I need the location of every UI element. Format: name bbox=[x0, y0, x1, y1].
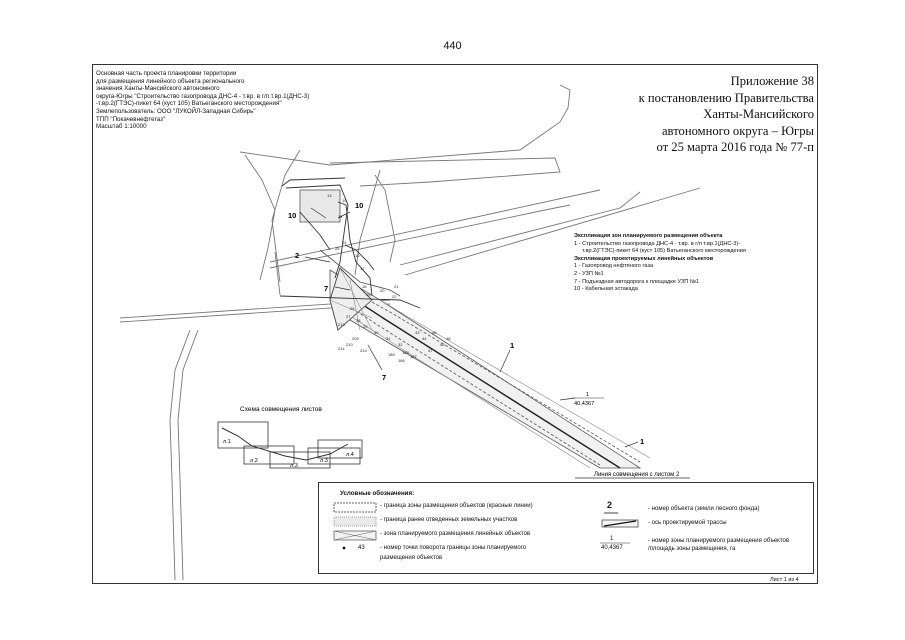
project-header bbox=[96, 70, 386, 131]
point-187: 187 bbox=[410, 354, 417, 359]
sheet-label-1: л.1 bbox=[223, 439, 231, 445]
legend-zone-area-example: 40,4367 bbox=[601, 545, 623, 551]
header-line: значения Ханты-Мансийского автономного bbox=[96, 85, 220, 93]
point-209: 209 bbox=[352, 336, 359, 341]
appendix-line: Приложение 38 bbox=[730, 74, 814, 88]
objects-item: 1 - Газопровод нефтяного газа bbox=[574, 263, 654, 270]
legend-object-number-text: - номер объекта (земли лесного фонда) bbox=[648, 506, 760, 512]
point-186: 186 bbox=[398, 358, 405, 363]
point-210: 210 bbox=[346, 342, 353, 347]
header-line: округа-Югры "Строительство газопровода ДНС-4 - т.вр. в г/п т.вр.1(ДНС-3) bbox=[96, 92, 310, 100]
zone-fraction-number: 1 bbox=[586, 392, 590, 398]
legend-item-prior-plots: - граница ранее отведенных земельных участков bbox=[380, 517, 518, 523]
sheet-label-4: л.4 bbox=[346, 452, 354, 458]
point-214: 214 bbox=[360, 348, 367, 353]
point-25: 25 bbox=[335, 246, 340, 251]
point-17: 17 bbox=[360, 266, 365, 271]
legend-point-example: 43 bbox=[358, 545, 365, 551]
sheet-label: Лист 1 из 4 bbox=[770, 577, 799, 583]
header-line: Масштаб 1:10000 bbox=[96, 123, 147, 131]
legend-item-planned-zone: - зона планируемого размещения линейных объектов bbox=[380, 531, 531, 537]
explication-block bbox=[574, 233, 810, 294]
point-21: 21 bbox=[394, 284, 399, 289]
map-label-2: 2 bbox=[295, 251, 300, 260]
point-16: 16 bbox=[355, 253, 360, 258]
appendix-block bbox=[560, 73, 814, 156]
header-line: Землепользователь: ООО "ЛУКОЙЛ-Западная Сибирь" bbox=[96, 107, 256, 115]
point-18: 18 bbox=[362, 284, 367, 289]
point-47: 47 bbox=[428, 348, 433, 353]
point-32: 32 bbox=[398, 342, 403, 347]
point-43: 43 bbox=[415, 330, 420, 335]
point-13: 13 bbox=[327, 193, 332, 198]
zone-fraction-area: 40,4367 bbox=[574, 401, 595, 407]
header-line: -т.вр.2(ГТЭС)-пикет 64 (куст 105) Ватьеганского месторождения" bbox=[96, 100, 282, 108]
point-46: 46 bbox=[440, 342, 445, 347]
point-24: 24 bbox=[342, 240, 347, 245]
point-31: 31 bbox=[386, 336, 391, 341]
sheet-scheme bbox=[218, 422, 362, 468]
point-27: 27 bbox=[346, 314, 351, 319]
appendix-line: автономного округа – Югры bbox=[661, 123, 814, 138]
point-48: 48 bbox=[446, 336, 451, 341]
legend-zone-text-2: /площадь зоны размещения, га bbox=[648, 546, 736, 552]
legend-zone-number-example: 1 bbox=[610, 536, 614, 542]
objects-item: 2 - УЗП №1 bbox=[574, 270, 604, 277]
legend-item-turning-point-cont: размещения объектов bbox=[380, 555, 443, 561]
legend-object-number-example: 2 bbox=[607, 500, 613, 510]
map-label-1-mid: 1 bbox=[510, 341, 515, 350]
map-label-7-bottom: 7 bbox=[382, 373, 387, 382]
appendix-line: к постановлению Правительства bbox=[638, 90, 814, 105]
point-44: 44 bbox=[422, 336, 427, 341]
sheet-label-2: л.2 bbox=[250, 458, 258, 464]
header-line: для размещения линейного объекта регионального bbox=[96, 77, 245, 85]
zones-title: Экспликация зон планируемого размещения объекта bbox=[574, 233, 723, 239]
objects-item: 10 - Кабельная эстакада bbox=[574, 286, 638, 293]
point-211: 211 bbox=[338, 346, 345, 351]
legend-item-turning-point: - номер точки поворота границы зоны планируемого bbox=[380, 545, 527, 551]
point-26: 26 bbox=[350, 306, 355, 311]
sheet-label-3b: л.3 bbox=[320, 458, 328, 464]
legend-axis-text: - ось проектируемой трассы bbox=[648, 520, 727, 526]
point-22: 22 bbox=[392, 294, 397, 299]
map-label-7-left: 7 bbox=[324, 284, 329, 293]
point-30: 30 bbox=[374, 330, 379, 335]
header-line: ТПП "Покачевнефтегаз" bbox=[96, 115, 166, 123]
map-label-10-right: 10 bbox=[355, 201, 364, 210]
sheet-label-3a: л.3 bbox=[290, 463, 298, 469]
point-29: 29 bbox=[363, 324, 368, 329]
objects-title: Экспликация проектируемых линейных объектов bbox=[574, 255, 714, 262]
point-20: 20 bbox=[380, 288, 385, 293]
map-label-1-end: 1 bbox=[640, 437, 645, 446]
match-line-label: Линия совмещения с листом 2 bbox=[594, 472, 680, 478]
map-label-10-left: 10 bbox=[288, 211, 297, 220]
appendix-line: от 25 марта 2016 года № 77-п bbox=[656, 140, 814, 154]
point-14: 14 bbox=[338, 214, 343, 219]
point-19: 19 bbox=[366, 292, 371, 297]
point-213: 213 bbox=[338, 322, 345, 327]
point-188: 188 bbox=[402, 350, 409, 355]
point-45: 45 bbox=[432, 330, 437, 335]
point-15: 15 bbox=[342, 198, 347, 203]
point-189: 189 bbox=[388, 352, 395, 357]
objects-item: 7 - Подъездная автодорога к площадке УЗП №1 bbox=[574, 278, 699, 285]
zones-item: 1 - Строительство газопровода ДНС-4 - т.вр. в г/п т.вр.1(ДНС-3)- bbox=[574, 240, 741, 247]
legend-title: Условные обозначения: bbox=[340, 490, 415, 497]
appendix-line: Ханты-Мансийского bbox=[703, 107, 814, 121]
sheet-scheme-title: Схема совмещения листов bbox=[240, 406, 322, 413]
legend-zone-text-1: - номер зоны планируемого размещения объектов bbox=[648, 538, 790, 544]
point-28: 28 bbox=[356, 318, 361, 323]
zones-item: т.вр.2(ГТЭС)-пикет 64 (куст 105) Ватьеганского месторождения bbox=[582, 248, 746, 255]
legend-item-red-lines: - граница зоны размещения объектов (красные линии) bbox=[380, 503, 533, 509]
page-number: 440 bbox=[443, 40, 462, 52]
header-line: Основная часть проекта планировки территории bbox=[96, 70, 237, 77]
